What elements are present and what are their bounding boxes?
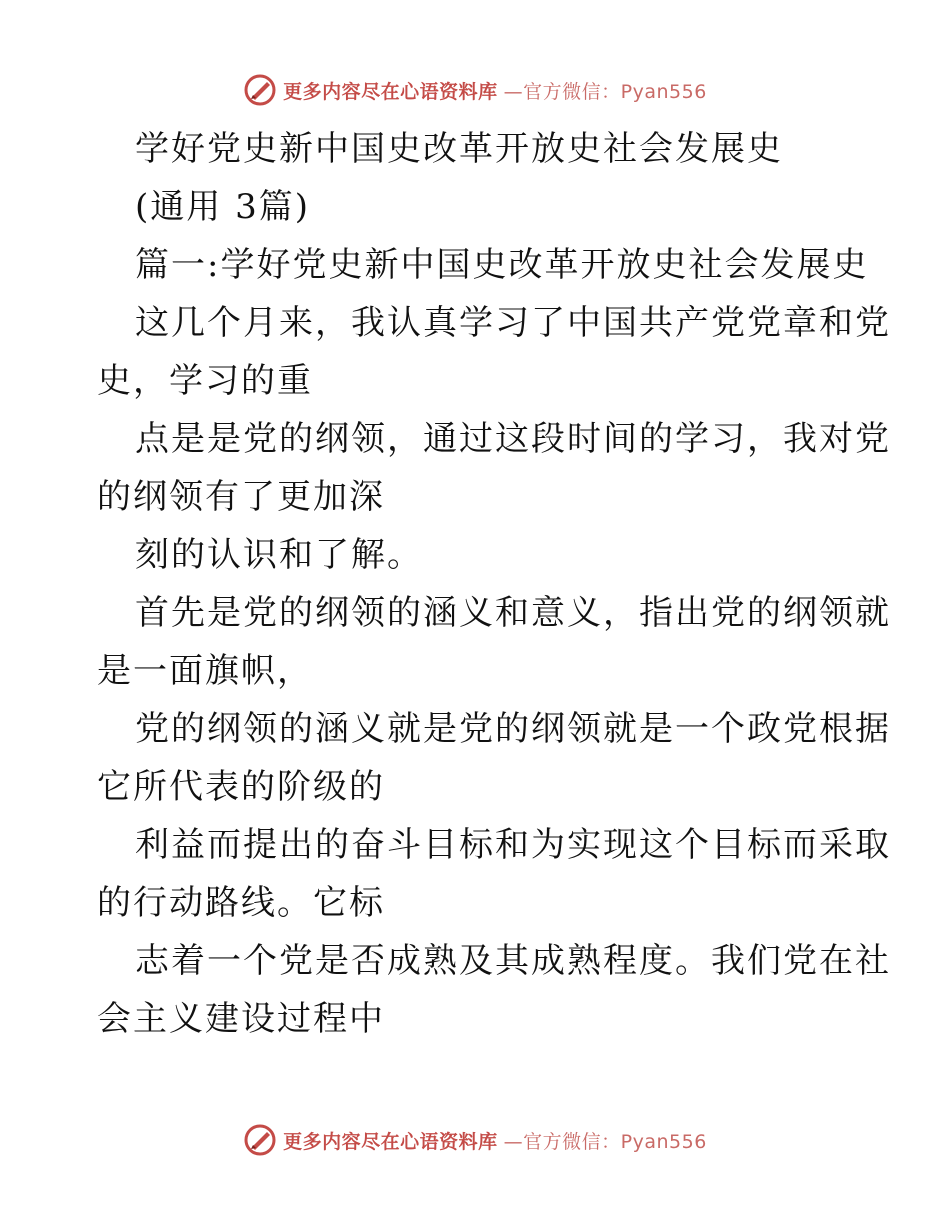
paragraph-line: 党的纲领的涵义就是党的纲领就是一个政党根据 bbox=[135, 709, 891, 749]
paragraph-line: 刻的认识和了解。 bbox=[135, 535, 423, 575]
document-body bbox=[97, 120, 891, 1048]
footer-banner bbox=[243, 1123, 707, 1157]
paragraph-line: 的行动路线。它标 bbox=[97, 883, 385, 923]
header-wechat-text: —官方微信：Pyan556 bbox=[503, 80, 707, 103]
doc-subtitle: (通用 3篇) bbox=[135, 187, 310, 227]
doc-title: 学好党史新中国史改革开放史社会发展史 bbox=[135, 129, 783, 169]
brand-logo-icon bbox=[243, 1123, 277, 1157]
footer-wechat-text: —官方微信：Pyan556 bbox=[503, 1130, 707, 1153]
paragraph-line: 的纲领有了更加深 bbox=[97, 477, 385, 517]
paragraph-line: 点是是党的纲领，通过这段时间的学习，我对党 bbox=[135, 419, 891, 459]
page-footer bbox=[0, 1120, 950, 1160]
header-brand-text: 更多内容尽在心语资料库 bbox=[283, 80, 498, 103]
paragraph-line: 这几个月来，我认真学习了中国共产党党章和党 bbox=[135, 303, 891, 343]
page-header bbox=[0, 70, 950, 110]
footer-brand-text: 更多内容尽在心语资料库 bbox=[283, 1130, 498, 1153]
paragraph-line: 首先是党的纲领的涵义和意义，指出党的纲领就 bbox=[135, 593, 891, 633]
paragraph-line: 史，学习的重 bbox=[97, 361, 313, 401]
header-banner bbox=[243, 73, 707, 107]
paragraph-line: 志着一个党是否成熟及其成熟程度。我们党在社 bbox=[135, 941, 891, 981]
paragraph-line: 利益而提出的奋斗目标和为实现这个目标而采取 bbox=[135, 825, 891, 865]
paragraph-line: 它所代表的阶级的 bbox=[97, 767, 385, 807]
brand-logo-icon bbox=[243, 73, 277, 107]
paragraph-line: 是一面旗帜， bbox=[97, 651, 313, 691]
section-heading: 篇一:学好党史新中国史改革开放史社会发展史 bbox=[135, 245, 869, 285]
paragraph-line: 会主义建设过程中 bbox=[97, 999, 385, 1039]
